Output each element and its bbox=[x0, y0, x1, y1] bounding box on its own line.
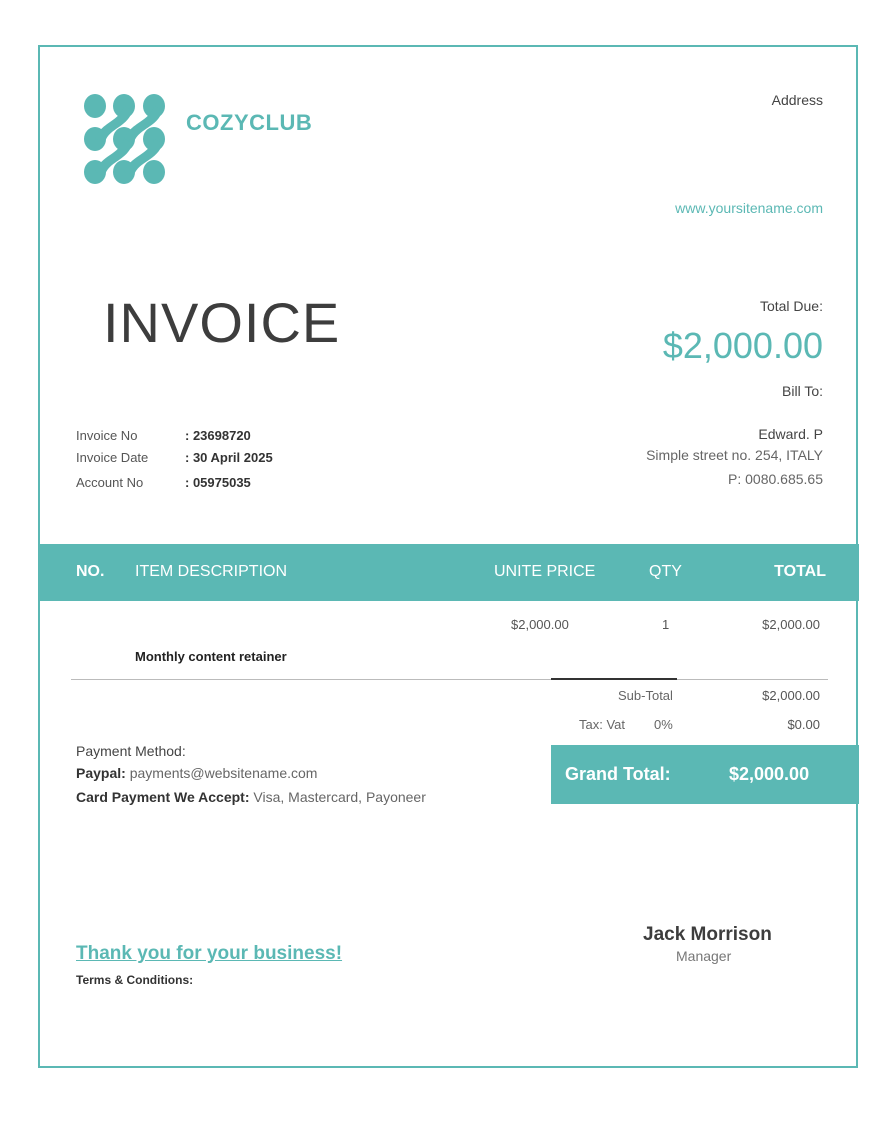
row-description: Monthly content retainer bbox=[135, 649, 287, 664]
tax-percent: 0% bbox=[654, 717, 673, 732]
account-no-label: Account No bbox=[76, 475, 144, 490]
subtotal-value: $2,000.00 bbox=[762, 688, 820, 703]
signer-role: Manager bbox=[676, 948, 732, 964]
row-qty: 1 bbox=[662, 617, 670, 632]
bill-to-phone: P: 0080.685.65 bbox=[728, 471, 823, 487]
paypal-value: payments@websitename.com bbox=[129, 765, 318, 781]
row-unit-price: $2,000.00 bbox=[511, 617, 569, 632]
tax-value: $0.00 bbox=[787, 717, 820, 732]
subtotal-divider bbox=[551, 678, 677, 680]
card-payment-value: Visa, Mastercard, Payoneer bbox=[253, 789, 426, 805]
cozyclub-logo-icon bbox=[83, 92, 167, 186]
header-description: ITEM DESCRIPTION bbox=[135, 563, 288, 580]
invoice-no-value: : 23698720 bbox=[185, 428, 251, 443]
card-payment-line bbox=[76, 789, 426, 805]
paypal-label: Paypal: bbox=[76, 765, 126, 781]
invoice-date-label: Invoice Date bbox=[76, 450, 149, 465]
header-qty: QTY bbox=[649, 563, 682, 580]
brand-name: COZYCLUB bbox=[186, 110, 313, 135]
grand-total-label: Grand Total: bbox=[565, 764, 671, 784]
row-total: $2,000.00 bbox=[762, 617, 820, 632]
account-no-value: : 05975035 bbox=[185, 475, 251, 490]
tax-label: Tax: Vat bbox=[579, 717, 626, 732]
bill-to-name: Edward. P bbox=[758, 426, 823, 442]
header-unit-price: UNITE PRICE bbox=[494, 563, 596, 580]
invoice-title: INVOICE bbox=[103, 291, 341, 354]
paypal-line bbox=[76, 765, 317, 781]
invoice-date-value: : 30 April 2025 bbox=[185, 450, 273, 465]
items-table-header bbox=[38, 544, 859, 601]
payment-method-title: Payment Method: bbox=[76, 743, 186, 759]
grand-total-box bbox=[551, 745, 859, 804]
subtotal-label: Sub-Total bbox=[618, 688, 673, 703]
company-address: Address bbox=[771, 92, 823, 108]
grand-total-value: $2,000.00 bbox=[729, 764, 810, 784]
company-website-link[interactable]: www.yoursitename.com bbox=[675, 200, 823, 216]
invoice-no-label: Invoice No bbox=[76, 428, 138, 443]
header-total: TOTAL bbox=[774, 563, 826, 580]
bill-to-label: Bill To: bbox=[782, 383, 823, 399]
thank-you-link[interactable]: Thank you for your business! bbox=[76, 943, 343, 964]
header-no: NO. bbox=[76, 563, 105, 580]
card-payment-label: Card Payment We Accept: bbox=[76, 789, 250, 805]
signer-name: Jack Morrison bbox=[643, 924, 772, 945]
table-divider bbox=[71, 679, 828, 680]
terms-conditions: Terms & Conditions: bbox=[76, 973, 194, 987]
bill-to-address: Simple street no. 254, ITALY bbox=[646, 447, 823, 463]
total-due-amount: $2,000.00 bbox=[662, 325, 823, 366]
total-due-label: Total Due: bbox=[759, 298, 823, 314]
